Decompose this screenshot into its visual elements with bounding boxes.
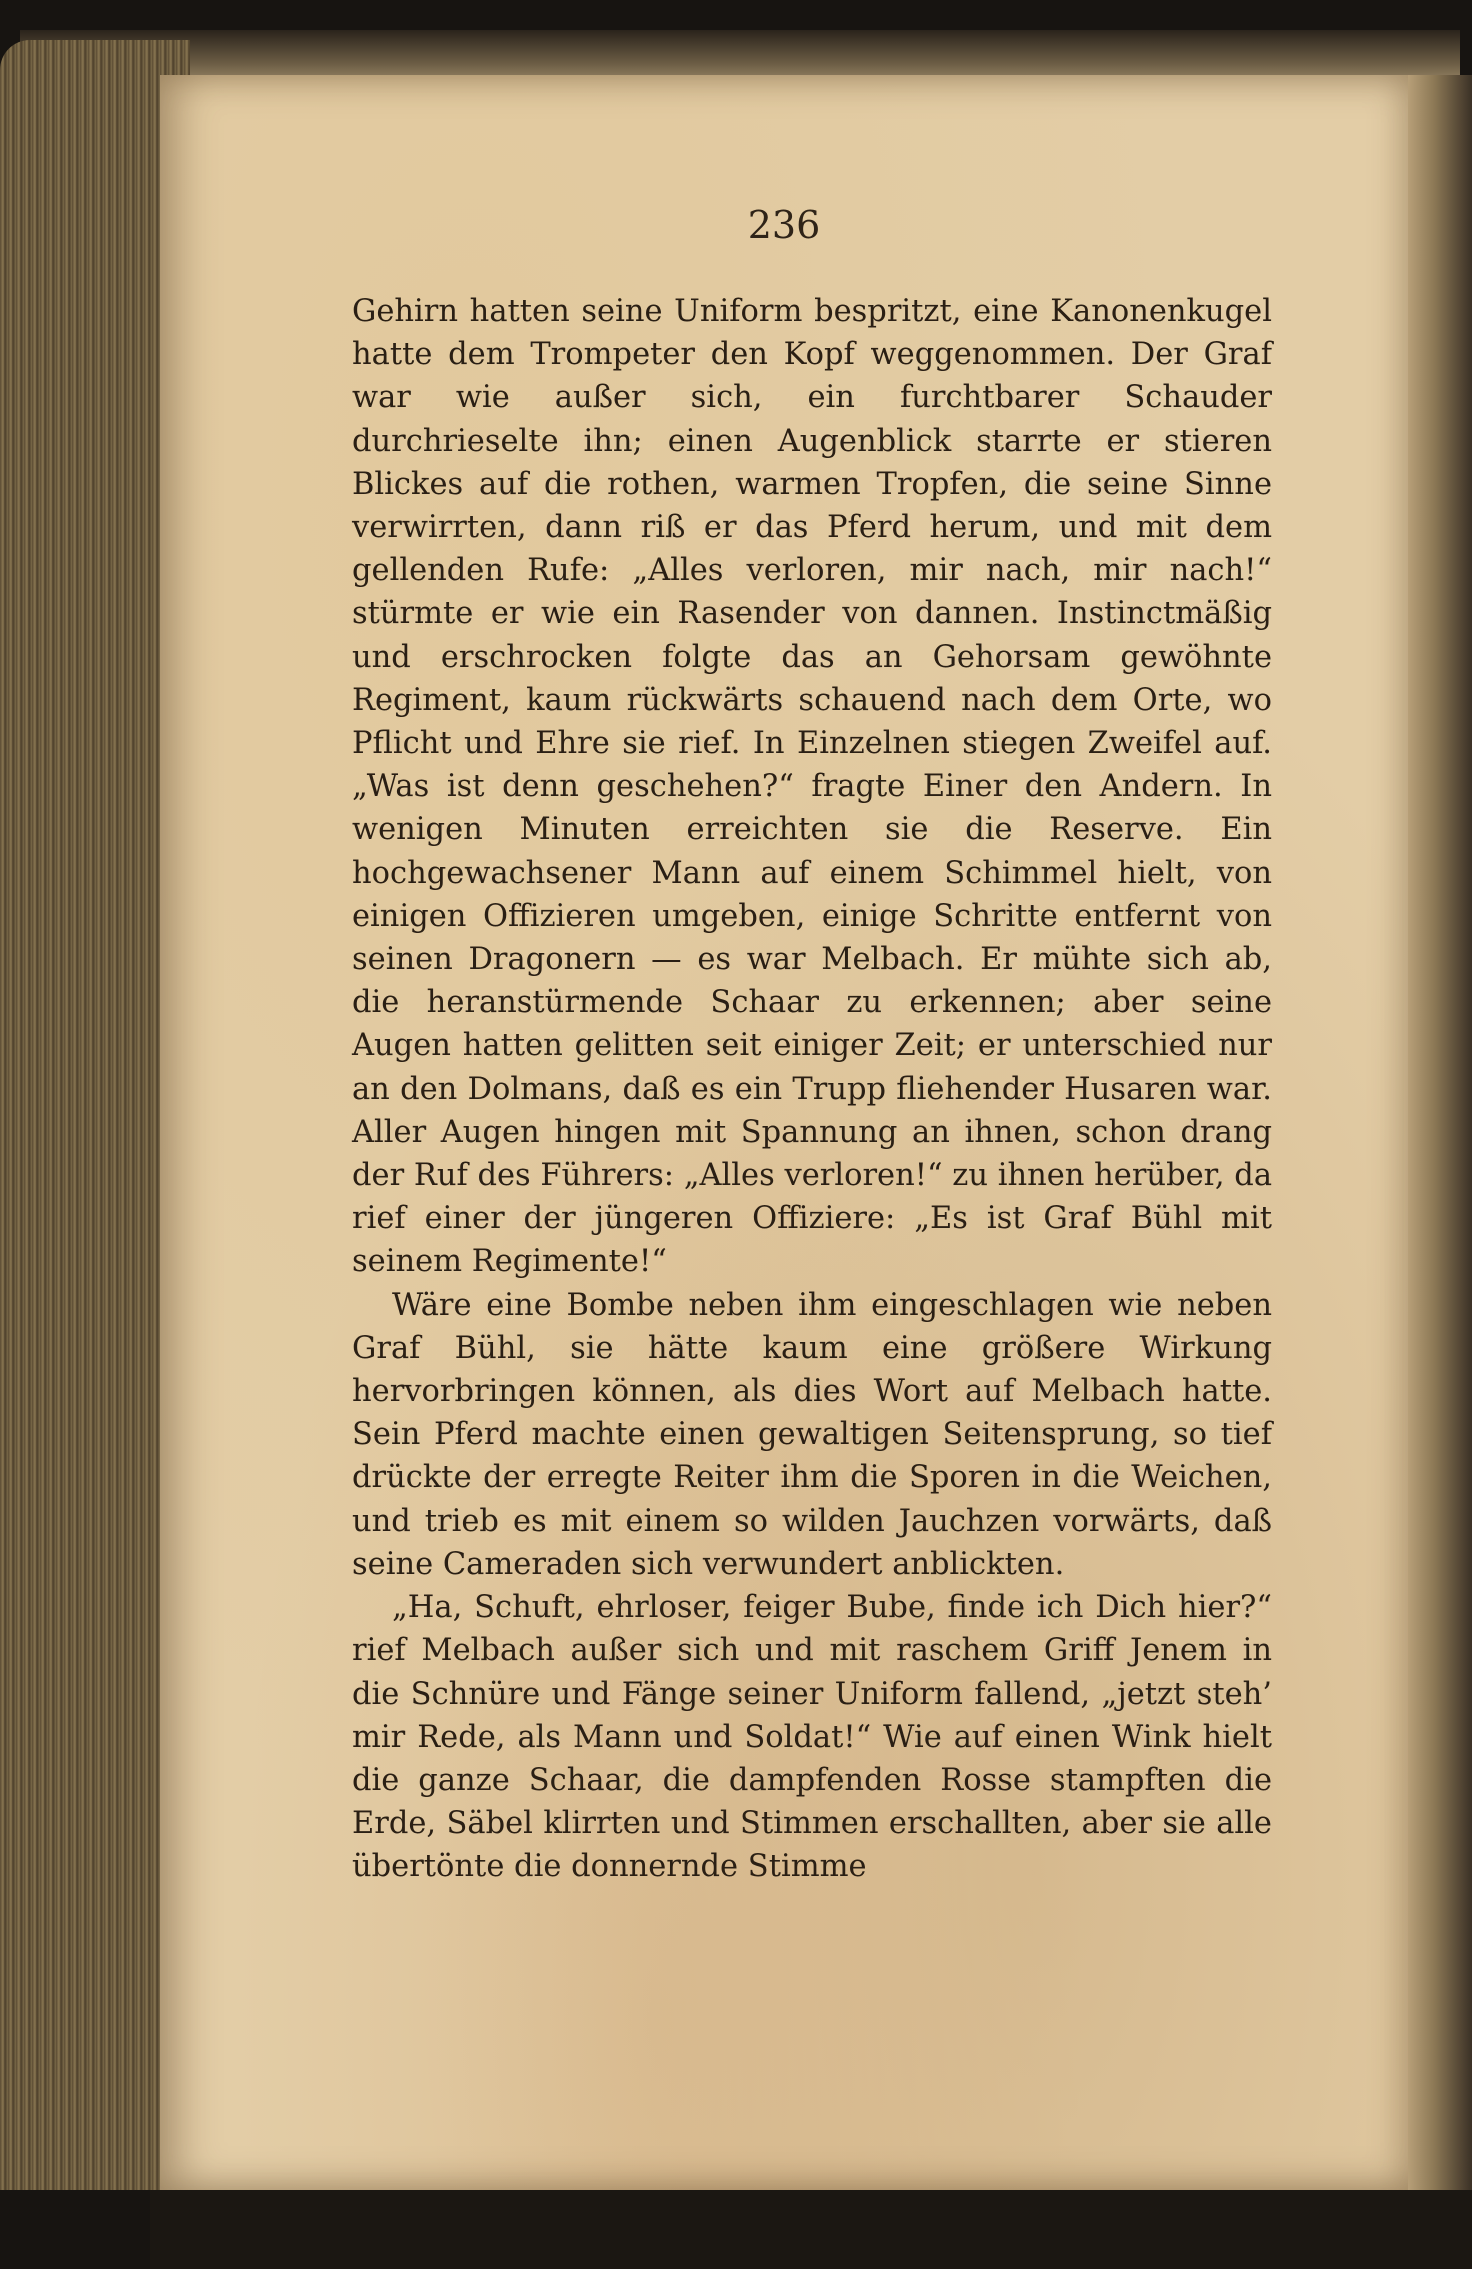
book-page xyxy=(160,75,1408,2190)
body-text xyxy=(352,290,1272,1889)
book-spine-edge xyxy=(1408,75,1472,2190)
page-number: 236 xyxy=(747,203,821,247)
scan-background xyxy=(150,2190,1472,2269)
paragraph: „Ha, Schuft, ehrloser, feiger Bube, finde ich Dich hier?“ rief Melbach außer sich und mit raschem Griff Jenem in die Schnüre und Fänge seiner Uniform fallend, „jetzt steh’ mir Rede, als Mann und Soldat!“ Wie auf einen Wink hielt die ganze Schaar, die dampfenden Rosse stampften die Erde, Säbel klirrten und Stimmen erschallten, aber sie alle übertönte die donnernde Stimme xyxy=(352,1590,1272,1885)
paragraph: Gehirn hatten seine Uniform bespritzt, eine Kanonenkugel hatte dem Trompeter den Kopf weggenommen. Der Graf war wie außer sich, ein furchtbarer Schauder durchrieselte ihn; einen Augenblick starrte er stieren Blickes auf die rothen, warmen Tropfen, die seine Sinne verwirrten, dann riß er das Pferd herum, und mit dem gellenden Rufe: „Alles verloren, mir nach, mir nach!“ stürmte er wie ein Rasender von dannen. Instinctmäßig und erschrocken folgte das an Gehorsam gewöhnte Regiment, kaum rückwärts schauend nach dem Orte, wo Pflicht und Ehre sie rief. In Einzelnen stiegen Zweifel auf. „Was ist denn geschehen?“ fragte Einer den Andern. In wenigen Minuten erreichten sie die Reserve. Ein hochgewachsener Mann auf einem Schimmel hielt, von einigen Offizieren umgeben, einige Schritte entfernt von seinen Dragonern — es war Melbach. Er mühte sich ab, die heranstürmende Schaar zu erkennen; aber seine Augen hatten gelitten seit einiger Zeit; er unterschied nur an den Dolmans, daß es ein Trupp fliehender Husaren war. Aller Augen hingen mit Spannung an ihnen, schon drang der Ruf des Führers: „Alles verloren!“ zu ihnen herüber, da rief einer der jüngeren Offiziere: „Es ist Graf Bühl mit seinem Regimente!“ xyxy=(352,294,1272,1280)
paragraph: Wäre eine Bombe neben ihm eingeschlagen wie neben Graf Bühl, sie hätte kaum eine größere Wirkung hervorbringen können, als dies Wort auf Melbach hatte. Sein Pferd machte einen gewaltigen Seitensprung, so tief drückte der erregte Reiter ihm die Sporen in die Weichen, und trieb es mit einem so wilden Jauchzen vorwärts, daß seine Cameraden sich verwundert anblickten. xyxy=(352,1287,1272,1582)
